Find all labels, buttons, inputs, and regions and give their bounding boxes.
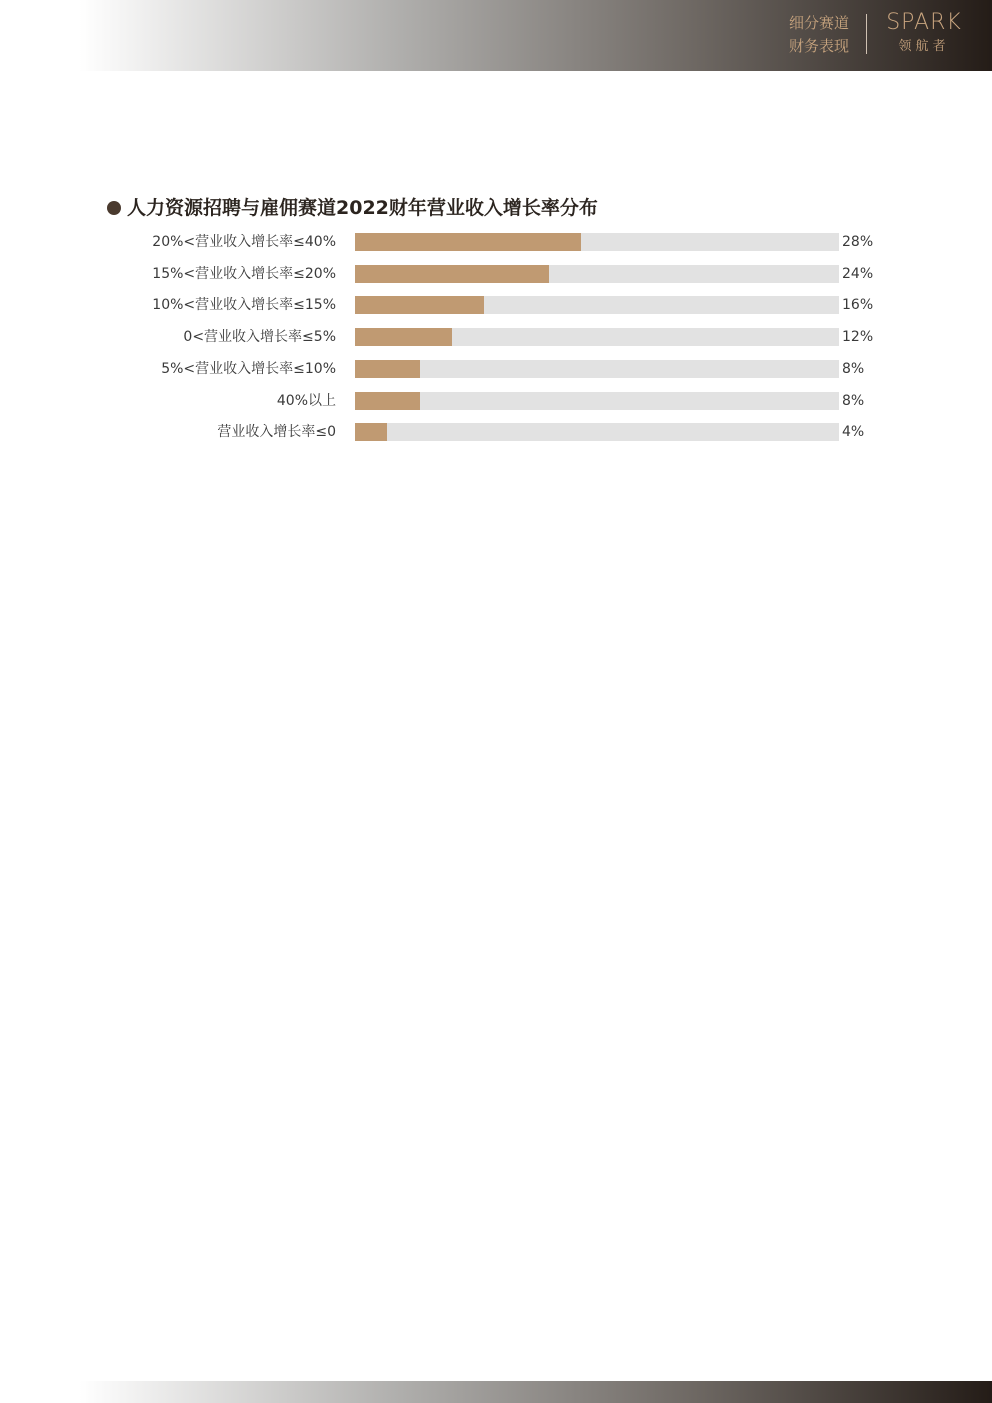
header-divider [866, 14, 867, 54]
bar-value-label: 16% [842, 297, 874, 314]
bar-track [355, 296, 839, 314]
bar [355, 392, 420, 410]
bar-category-label: 10%<营业收入增长率≤15% [152, 297, 336, 314]
bar-value-label: 8% [842, 392, 865, 409]
bar-track [355, 328, 839, 346]
bar [355, 233, 581, 251]
bar-track [355, 360, 839, 378]
bar [355, 423, 387, 441]
header-section-line1: 细分赛道 [788, 14, 849, 32]
bar-value-label: 12% [842, 329, 874, 346]
bullet-icon [107, 201, 121, 215]
bar [355, 360, 420, 378]
bar-value-label: 4% [842, 424, 865, 441]
bar-value-label: 28% [842, 234, 874, 250]
bar-track [355, 265, 839, 283]
bar-track [355, 233, 839, 251]
header-section-label [769, 12, 849, 58]
chart-title-row [107, 194, 598, 222]
bar-category-label: 20%<营业收入增长率≤40% [152, 234, 336, 250]
bar-category-label: 40%以上 [276, 392, 336, 409]
header-section-line2: 财务表现 [788, 37, 849, 55]
bar-track [355, 392, 839, 410]
bar [355, 328, 452, 346]
logo-subtext: 领航者 [898, 39, 950, 54]
bar-row [100, 327, 900, 347]
bar-value-label: 8% [842, 360, 865, 377]
chart-title: 人力资源招聘与雇佣赛道2022财年营业收入增长率分布 [127, 197, 598, 219]
bar-category-label: 15%<营业收入增长率≤20% [152, 265, 336, 282]
bar-category-label: 0<营业收入增长率≤5% [183, 329, 336, 346]
bar-row [100, 391, 900, 411]
bar-row [100, 232, 900, 252]
bar [355, 296, 484, 314]
bar-value-label: 24% [842, 265, 874, 282]
bar-category-label: 5%<营业收入增长率≤10% [161, 360, 336, 377]
bar-chart [100, 232, 900, 452]
bar-row [100, 295, 900, 315]
bar-category-label: 营业收入增长率≤0 [217, 424, 336, 441]
bar-row [100, 422, 900, 442]
page-header [0, 0, 992, 71]
page-footer [0, 1381, 992, 1403]
bar-track [355, 423, 839, 441]
bar [355, 265, 549, 283]
bar-row [100, 264, 900, 284]
spark-logo [872, 10, 976, 56]
bar-row [100, 359, 900, 379]
logo-text: SPARK [886, 10, 962, 35]
